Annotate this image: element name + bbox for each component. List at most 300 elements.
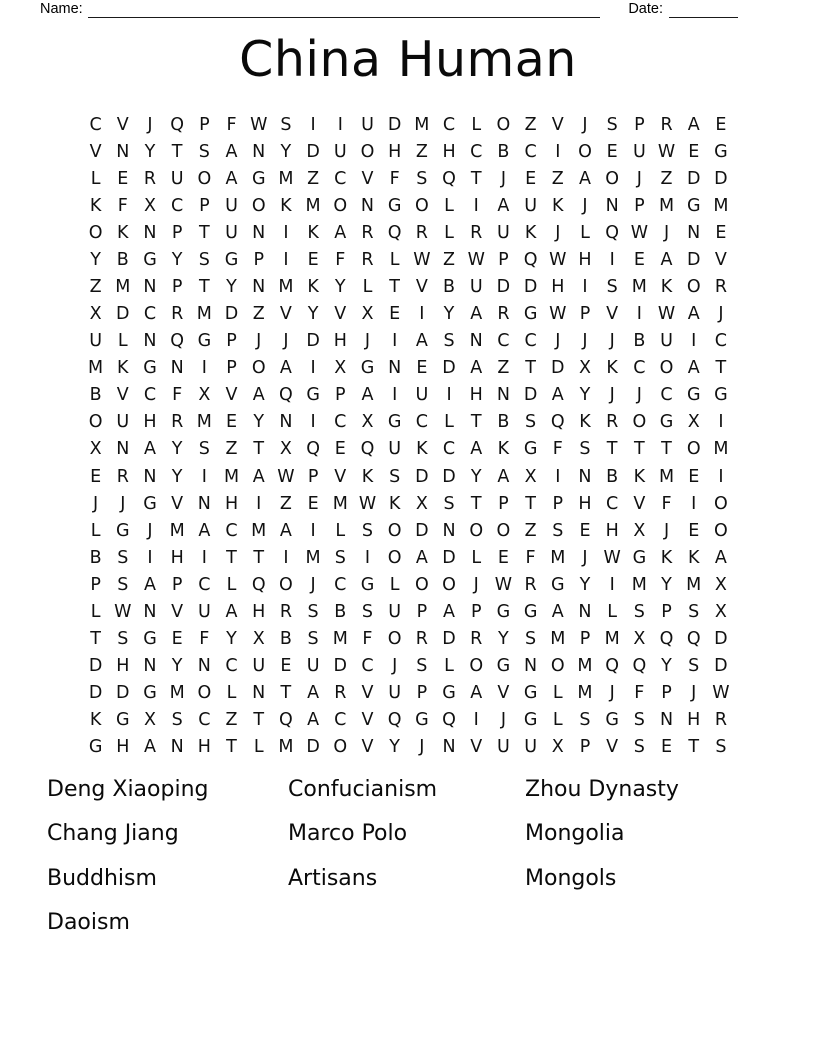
grid-letter: D <box>116 304 130 325</box>
grid-letter: O <box>496 520 511 541</box>
grid-letter: E <box>715 222 727 243</box>
grid-letter: Y <box>171 249 183 270</box>
grid-letter: P <box>226 331 237 352</box>
grid-letter: A <box>198 520 211 541</box>
grid-letter: H <box>442 141 456 162</box>
grid-letter: J <box>147 520 153 541</box>
grid-letter: T <box>226 737 237 758</box>
grid-letter: N <box>143 222 157 243</box>
grid-letter: J <box>555 222 561 243</box>
grid-letter: A <box>578 168 591 189</box>
grid-letter: A <box>551 385 564 406</box>
grid-letter: C <box>524 141 537 162</box>
grid-letter: O <box>714 493 728 514</box>
grid-letter: X <box>279 439 292 460</box>
grid-letter: C <box>442 439 456 460</box>
grid-letter: V <box>225 385 238 406</box>
grid-letter: G <box>714 141 728 162</box>
grid-letter: R <box>171 304 184 325</box>
grid-letter: R <box>171 412 184 433</box>
grid-letter: Q <box>659 629 674 650</box>
grid-letter: C <box>334 412 347 433</box>
grid-letter: O <box>387 629 402 650</box>
grid-letter: T <box>470 493 482 514</box>
grid-letter: L <box>253 737 264 758</box>
grid-letter: S <box>416 168 428 189</box>
grid-letter: S <box>117 547 129 568</box>
grid-letter: K <box>89 710 102 731</box>
grid-letter: R <box>143 168 157 189</box>
grid-letter: M <box>631 574 647 595</box>
grid-letter: Z <box>225 439 238 460</box>
grid-letter: V <box>116 385 129 406</box>
grid-letter: H <box>578 493 592 514</box>
grid-letter: U <box>388 439 402 460</box>
grid-letter: Z <box>415 141 428 162</box>
grid-letter: U <box>225 222 238 243</box>
grid-letter: I <box>473 195 479 216</box>
grid-letter: V <box>633 493 646 514</box>
grid-letter: W <box>250 114 268 135</box>
grid-letter: M <box>278 168 294 189</box>
grid-letter: M <box>196 412 212 433</box>
grid-letter: J <box>691 683 697 704</box>
grid-letter: M <box>604 629 620 650</box>
grid-letter: A <box>225 601 238 622</box>
grid-letter: G <box>523 683 538 704</box>
grid-letter: L <box>444 656 454 677</box>
grid-letter: Y <box>226 629 237 650</box>
grid-letter: A <box>660 249 673 270</box>
grid-letter: X <box>415 493 428 514</box>
grid-letter: Y <box>470 466 482 487</box>
grid-letter: K <box>117 358 129 379</box>
grid-letter: K <box>579 412 591 433</box>
grid-letter: U <box>170 168 184 189</box>
grid-letter: I <box>201 358 207 379</box>
grid-letter: L <box>444 222 454 243</box>
grid-letter: M <box>686 574 702 595</box>
grid-letter: W <box>494 574 513 595</box>
grid-letter: C <box>143 385 157 406</box>
grid-letter: R <box>660 114 673 135</box>
grid-letter: R <box>606 412 619 433</box>
grid-letter: J <box>609 385 615 406</box>
grid-letter: N <box>143 277 157 297</box>
grid-letter: R <box>470 222 483 243</box>
grid-letter: D <box>714 656 728 677</box>
grid-letter: L <box>471 114 482 135</box>
grid-letter: G <box>306 385 320 406</box>
grid-letter: F <box>389 168 400 189</box>
grid-letter: B <box>606 466 619 487</box>
grid-letter: B <box>89 547 102 568</box>
grid-letter: W <box>630 222 648 243</box>
grid-letter: G <box>523 710 538 731</box>
grid-letter: V <box>361 710 374 731</box>
grid-letter: P <box>498 249 509 270</box>
grid-letter: T <box>525 358 536 379</box>
grid-letter: T <box>198 222 210 243</box>
grid-letter: X <box>198 385 211 406</box>
grid-letter: K <box>388 493 401 514</box>
grid-letter: A <box>143 737 156 758</box>
grid-letter: U <box>197 601 211 622</box>
grid-letter: C <box>497 331 510 352</box>
grid-letter: T <box>253 547 265 568</box>
grid-letter: O <box>414 574 429 595</box>
grid-letter: X <box>687 412 700 433</box>
grid-letter: M <box>278 277 294 297</box>
grid-letter: M <box>305 547 321 568</box>
grid-letter: R <box>714 710 727 731</box>
grid-letter: P <box>634 195 645 216</box>
grid-letter: O <box>251 358 266 379</box>
grid-letter: O <box>496 114 511 135</box>
grid-letter: I <box>555 466 561 487</box>
grid-letter: A <box>687 358 700 379</box>
grid-letter: I <box>310 412 316 433</box>
grid-letter: D <box>714 629 728 650</box>
grid-letter: I <box>283 222 289 243</box>
grid-letter: S <box>688 601 700 622</box>
grid-letter: O <box>333 195 348 216</box>
grid-letter: U <box>660 331 673 352</box>
grid-letter: O <box>605 168 620 189</box>
grid-letter: V <box>606 737 619 758</box>
grid-letter: D <box>442 629 456 650</box>
grid-letter: U <box>306 656 320 677</box>
grid-letter: M <box>169 520 185 541</box>
grid-letter: G <box>686 195 701 216</box>
grid-letter: S <box>633 601 645 622</box>
grid-letter: X <box>143 195 156 216</box>
grid-letter: I <box>691 493 697 514</box>
grid-letter: I <box>337 114 343 135</box>
grid-letter: J <box>93 493 99 514</box>
grid-letter: W <box>603 547 621 568</box>
grid-letter: N <box>252 222 266 243</box>
grid-letter: D <box>496 277 511 297</box>
grid-letter: W <box>277 466 295 487</box>
grid-letter: T <box>253 710 265 731</box>
grid-letter: M <box>631 277 647 297</box>
grid-letter: D <box>415 466 429 487</box>
grid-letter: S <box>416 656 428 677</box>
grid-letter: D <box>88 683 103 704</box>
grid-letter: J <box>636 385 642 406</box>
grid-letter: O <box>469 520 484 541</box>
grid-letter: L <box>362 277 373 297</box>
grid-letter: U <box>415 385 429 406</box>
grid-letter: F <box>661 493 672 514</box>
grid-letter: P <box>199 195 210 216</box>
word-list-item: Mongolia <box>525 821 625 847</box>
grid-letter: N <box>252 141 266 162</box>
grid-letter: O <box>714 520 728 541</box>
grid-letter: M <box>278 737 294 758</box>
grid-letter: L <box>580 222 590 243</box>
grid-letter: Z <box>279 493 292 514</box>
grid-letter: G <box>523 304 538 325</box>
grid-letter: K <box>307 222 319 243</box>
grid-letter: J <box>500 710 506 731</box>
grid-letter: L <box>90 520 101 541</box>
grid-letter: X <box>714 574 727 595</box>
grid-letter: V <box>279 304 292 325</box>
grid-letter: L <box>471 547 482 568</box>
grid-letter: H <box>388 141 402 162</box>
grid-letter: S <box>443 331 455 352</box>
grid-letter: N <box>279 412 293 433</box>
header <box>40 1 738 18</box>
word-list <box>0 777 816 977</box>
grid-letter: V <box>361 168 374 189</box>
grid-letter: A <box>252 466 265 487</box>
grid-letter: W <box>712 683 730 704</box>
grid-letter: E <box>688 520 700 541</box>
grid-letter: Y <box>389 737 400 758</box>
grid-letter: G <box>116 710 130 731</box>
grid-letter: T <box>661 439 672 460</box>
word-list-item: Confucianism <box>288 777 438 802</box>
grid-letter: L <box>607 601 618 622</box>
grid-letter: K <box>280 195 292 216</box>
grid-letter: Q <box>605 222 620 243</box>
grid-letter: P <box>579 304 591 325</box>
grid-letter: Y <box>661 574 672 595</box>
grid-letter: J <box>718 304 724 325</box>
grid-letter: H <box>116 737 130 758</box>
grid-letter: A <box>307 710 320 731</box>
grid-letter: I <box>364 547 371 568</box>
grid-letter: E <box>525 168 537 189</box>
grid-letter: G <box>659 412 674 433</box>
grid-letter: K <box>89 195 102 216</box>
grid-letter: P <box>171 222 183 243</box>
grid-letter: A <box>252 385 265 406</box>
word-list-column-3 <box>525 777 679 910</box>
grid-letter: U <box>469 277 483 297</box>
grid-letter: A <box>279 358 292 379</box>
grid-letter: A <box>470 358 483 379</box>
grid-letter: R <box>497 304 510 325</box>
grid-letter: A <box>497 195 510 216</box>
grid-letter: N <box>659 710 674 731</box>
grid-letter: H <box>687 710 701 731</box>
grid-letter: N <box>578 466 592 487</box>
grid-letter: C <box>470 141 483 162</box>
grid-letter: W <box>549 249 567 270</box>
grid-letter: J <box>500 168 506 189</box>
grid-letter: P <box>634 114 645 135</box>
grid-letter: U <box>632 141 646 162</box>
grid-letter: N <box>442 520 456 541</box>
grid-letter: G <box>360 358 375 379</box>
grid-letter: U <box>497 737 510 758</box>
grid-letter: S <box>198 439 210 460</box>
word-list-item: Artisans <box>288 865 378 891</box>
grid-letter: I <box>555 141 561 162</box>
grid-letter: G <box>251 168 266 189</box>
grid-letter: S <box>171 710 183 731</box>
grid-letter: S <box>307 601 319 622</box>
grid-letter: J <box>555 331 561 352</box>
grid-letter: Z <box>307 168 320 189</box>
grid-letter: Q <box>387 222 402 243</box>
grid-letter: S <box>715 737 727 758</box>
grid-letter: Q <box>306 439 320 460</box>
grid-letter: G <box>387 195 402 216</box>
grid-letter: J <box>582 195 588 216</box>
grid-letter: J <box>147 114 153 135</box>
grid-letter: M <box>196 304 212 325</box>
grid-letter: D <box>442 466 456 487</box>
grid-letter: D <box>306 737 320 758</box>
grid-letter: R <box>524 574 537 595</box>
grid-letter: K <box>552 195 564 216</box>
grid-letter: T <box>171 141 183 162</box>
grid-letter: Q <box>387 710 402 731</box>
grid-letter: O <box>387 520 402 541</box>
grid-letter: V <box>334 466 347 487</box>
grid-letter: P <box>90 574 101 595</box>
grid-letter: P <box>253 249 264 270</box>
grid-letter: P <box>470 601 482 622</box>
grid-letter: G <box>116 520 130 541</box>
grid-letter: E <box>280 656 292 677</box>
grid-letter: T <box>226 547 237 568</box>
grid-letter: E <box>661 737 673 758</box>
grid-letter: K <box>361 466 374 487</box>
grid-letter: A <box>443 601 456 622</box>
grid-letter: N <box>116 141 130 162</box>
grid-letter: S <box>525 629 537 650</box>
grid-letter: H <box>197 737 211 758</box>
grid-letter: E <box>416 358 428 379</box>
grid-letter: O <box>333 737 348 758</box>
grid-letter: N <box>143 331 157 352</box>
grid-letter: Y <box>579 385 591 406</box>
grid-letter: N <box>143 466 157 487</box>
grid-letter: P <box>199 114 210 135</box>
grid-letter: I <box>201 547 207 568</box>
name-label: Name: <box>40 1 83 17</box>
grid-letter: M <box>169 683 185 704</box>
grid-letter: D <box>523 277 538 297</box>
grid-letter: U <box>361 114 374 135</box>
grid-letter: S <box>280 114 292 135</box>
grid-letter: T <box>280 683 292 704</box>
grid-letter: V <box>171 493 184 514</box>
grid-letter: K <box>307 277 319 297</box>
grid-letter: C <box>660 385 673 406</box>
grid-letter: X <box>361 412 374 433</box>
grid-letter: V <box>415 277 428 297</box>
grid-letter: W <box>114 601 132 622</box>
grid-letter: D <box>88 656 103 677</box>
grid-letter: S <box>117 629 129 650</box>
grid-letter: A <box>415 547 428 568</box>
grid-letter: N <box>578 601 592 622</box>
grid-letter: Q <box>170 331 185 352</box>
grid-letter: Y <box>443 304 455 325</box>
grid-letter: U <box>225 195 238 216</box>
grid-letter: P <box>661 601 672 622</box>
grid-letter: X <box>89 439 102 460</box>
grid-letter: C <box>334 574 347 595</box>
grid-letter: P <box>579 629 591 650</box>
grid-letter: X <box>633 520 646 541</box>
grid-letter: N <box>197 493 211 514</box>
grid-letter: A <box>279 520 292 541</box>
grid-letter: K <box>117 222 129 243</box>
grid-letter: B <box>497 141 510 162</box>
grid-letter: L <box>389 249 400 270</box>
grid-letter: U <box>333 141 347 162</box>
grid-letter: H <box>252 601 266 622</box>
grid-letter: N <box>442 737 456 758</box>
grid-letter: L <box>90 601 101 622</box>
grid-letter: S <box>633 737 645 758</box>
grid-letter: N <box>687 222 701 243</box>
grid-letter: G <box>143 493 157 514</box>
word-list-item: Buddhism <box>47 865 157 891</box>
grid-letter: P <box>416 601 428 622</box>
grid-letter: P <box>307 466 319 487</box>
grid-letter: D <box>551 358 565 379</box>
grid-letter: U <box>116 412 130 433</box>
grid-letter: Q <box>550 412 565 433</box>
grid-letter: Z <box>497 358 510 379</box>
grid-letter: S <box>552 520 564 541</box>
grid-letter: Z <box>524 114 537 135</box>
grid-letter: W <box>467 249 485 270</box>
grid-letter: N <box>252 683 266 704</box>
grid-letter: V <box>89 141 102 162</box>
grid-letter: Y <box>171 466 183 487</box>
grid-letter: G <box>143 358 157 379</box>
grid-letter: L <box>552 683 563 704</box>
grid-letter: E <box>497 547 509 568</box>
grid-letter: C <box>714 331 728 352</box>
grid-letter: O <box>686 439 701 460</box>
word-search-grid <box>82 111 735 761</box>
grid-letter: R <box>415 222 428 243</box>
grid-letter: F <box>172 385 183 406</box>
grid-letter: R <box>470 629 483 650</box>
grid-letter: D <box>442 547 456 568</box>
grid-letter: H <box>116 656 130 677</box>
grid-letter: V <box>606 304 619 325</box>
grid-letter: H <box>170 547 184 568</box>
grid-letter: W <box>549 304 567 325</box>
grid-letter: E <box>307 249 319 270</box>
grid-letter: E <box>117 168 129 189</box>
grid-letter: M <box>713 195 729 216</box>
grid-letter: S <box>525 412 537 433</box>
grid-letter: V <box>171 601 184 622</box>
grid-letter: E <box>171 629 183 650</box>
grid-letter: R <box>361 249 374 270</box>
grid-letter: L <box>90 168 101 189</box>
grid-letter: R <box>415 629 428 650</box>
grid-letter: Z <box>524 520 537 541</box>
grid-letter: D <box>523 385 538 406</box>
grid-letter: X <box>551 737 564 758</box>
grid-letter: M <box>305 195 321 216</box>
grid-letter: E <box>226 412 238 433</box>
